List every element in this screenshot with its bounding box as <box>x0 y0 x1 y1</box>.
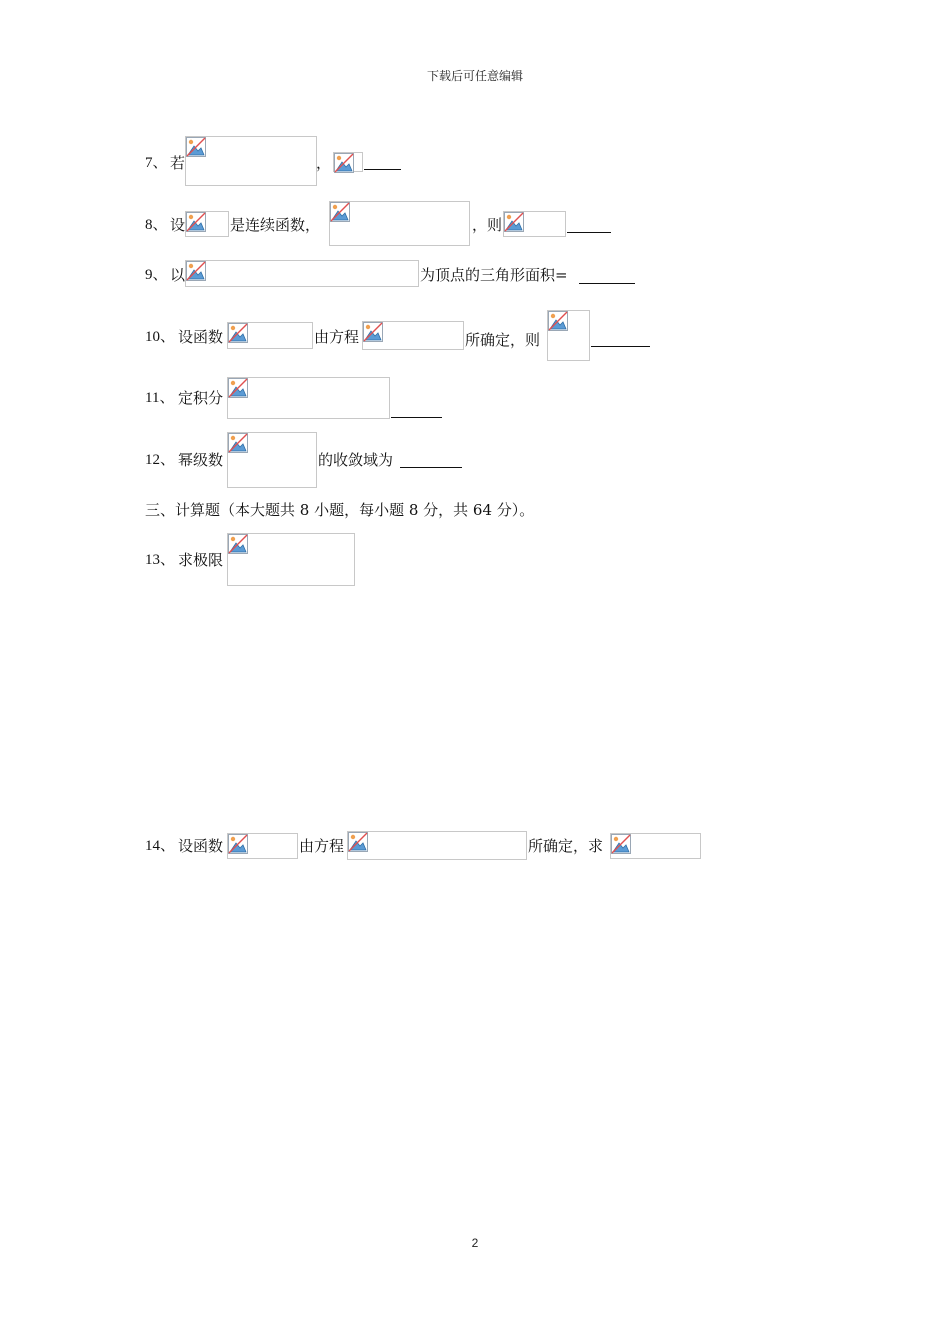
broken-image-icon <box>228 534 248 554</box>
question-text: 定积分 <box>178 389 224 407</box>
question-number: 11、 <box>145 390 175 406</box>
broken-image-icon <box>228 433 248 453</box>
question-text: 幂级数 <box>178 451 224 469</box>
page-header: 下载后可任意编辑 <box>426 69 523 83</box>
question-text: 求极限 <box>178 551 224 569</box>
page-number: 2 <box>471 1236 479 1250</box>
formula-image <box>503 211 566 237</box>
broken-image-icon <box>363 322 383 342</box>
broken-image-icon <box>611 834 631 854</box>
formula-image <box>227 533 355 586</box>
question-text: 设 <box>170 216 186 234</box>
formula-image <box>227 432 317 488</box>
formula-image <box>185 136 317 186</box>
question-text: 所确定，则 <box>465 331 541 349</box>
question-text: 设函数 <box>178 837 224 855</box>
formula-image <box>185 260 419 287</box>
question-text: 由方程 <box>314 328 360 346</box>
question-number: 7、 <box>145 155 168 171</box>
broken-image-icon <box>330 202 350 222</box>
question-number: 12、 <box>145 452 176 468</box>
broken-image-icon <box>348 832 368 852</box>
question-number: 8、 <box>145 217 168 233</box>
answer-blank <box>579 283 635 284</box>
answer-blank <box>591 346 650 347</box>
broken-image-icon <box>186 212 206 232</box>
answer-blank <box>400 467 462 468</box>
section-heading: 三、计算题（本大题共 8 小题，每小题 8 分，共 64 分）。 <box>145 501 535 519</box>
formula-image <box>333 152 363 172</box>
answer-blank <box>391 417 442 418</box>
answer-blank <box>567 232 611 233</box>
broken-image-icon <box>334 153 354 173</box>
formula-image <box>227 833 298 859</box>
formula-image <box>227 322 313 349</box>
formula-image <box>610 833 701 859</box>
question-text: 是连续函数， <box>230 216 321 234</box>
question-number: 14、 <box>145 838 176 854</box>
question-text: 为顶点的三角形面积= <box>420 266 568 284</box>
formula-image <box>185 211 229 237</box>
broken-image-icon <box>186 137 206 157</box>
formula-image <box>329 201 470 246</box>
formula-image <box>347 831 527 860</box>
question-number: 10、 <box>145 329 176 345</box>
question-text: 以 <box>170 266 186 284</box>
question-number: 9、 <box>145 267 168 283</box>
question-text: 若 <box>170 154 186 172</box>
formula-image <box>547 310 590 361</box>
question-text: 由方程 <box>299 837 345 855</box>
question-text: ，则 <box>472 216 503 234</box>
broken-image-icon <box>228 834 248 854</box>
formula-image <box>362 321 464 350</box>
question-text: ， <box>316 154 332 172</box>
formula-image <box>227 377 390 419</box>
broken-image-icon <box>186 261 206 281</box>
question-text: 所确定，求 <box>528 837 604 855</box>
broken-image-icon <box>228 378 248 398</box>
broken-image-icon <box>228 323 248 343</box>
question-text: 的收敛域为 <box>318 451 394 469</box>
question-number: 13、 <box>145 552 176 568</box>
answer-blank <box>364 169 401 170</box>
broken-image-icon <box>548 311 568 331</box>
question-text: 设函数 <box>178 328 224 346</box>
broken-image-icon <box>504 212 524 232</box>
